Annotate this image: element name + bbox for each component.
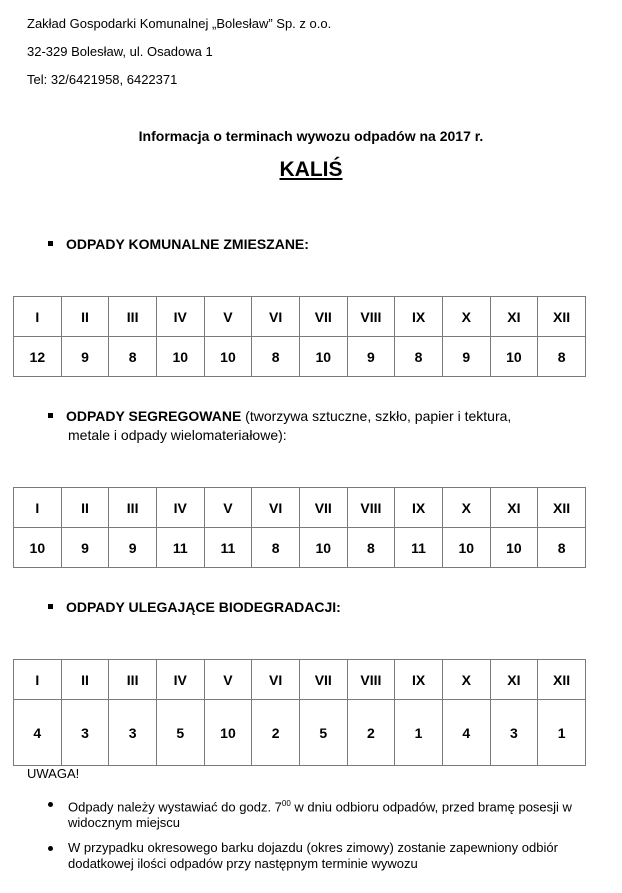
day-cell: 3 — [109, 700, 157, 766]
table-row-days — [14, 337, 586, 377]
day-cell: 9 — [347, 337, 395, 377]
month-cell: III — [109, 297, 157, 337]
day-cell: 8 — [347, 528, 395, 568]
day-cell: 10 — [204, 337, 252, 377]
company-phone: Tel: 32/6421958, 6422371 — [27, 72, 178, 87]
page-title: Informacja o terminach wywozu odpadów na 2017 r. — [138, 128, 484, 144]
month-cell: V — [204, 297, 252, 337]
month-cell: II — [61, 488, 109, 528]
day-cell: 2 — [347, 700, 395, 766]
day-cell: 10 — [299, 337, 347, 377]
month-cell: VII — [299, 297, 347, 337]
day-cell: 10 — [204, 700, 252, 766]
day-cell: 11 — [204, 528, 252, 568]
day-cell: 8 — [538, 337, 586, 377]
month-cell: XII — [538, 488, 586, 528]
company-name: Zakład Gospodarki Komunalnej „Bolesław” Sp. z o.o. — [27, 16, 332, 31]
day-cell: 10 — [156, 337, 204, 377]
round-bullet-icon — [48, 846, 53, 851]
day-cell: 8 — [252, 337, 300, 377]
day-cell: 3 — [490, 700, 538, 766]
section-heading-segregated: ODPADY SEGREGOWANE (tworzywa sztuczne, szkło, papier i tektura, — [48, 407, 511, 426]
table-row-days — [14, 528, 586, 568]
day-cell: 1 — [538, 700, 586, 766]
month-cell: IX — [395, 297, 443, 337]
month-cell: IV — [156, 660, 204, 700]
place-name: KALIŚ — [279, 158, 343, 181]
month-cell: VIII — [347, 660, 395, 700]
month-cell: X — [442, 488, 490, 528]
month-cell: X — [442, 660, 490, 700]
table-row-months — [14, 660, 586, 700]
notice-item-text: Odpady należy wystawiać do godz. $7^{00}$ w dniu odbioru odpadów, przed bramę posesji w widocznym miejscu — [68, 799, 572, 831]
month-cell: VII — [299, 660, 347, 700]
month-cell: I — [14, 297, 62, 337]
month-cell: VIII — [347, 297, 395, 337]
month-cell: IX — [395, 660, 443, 700]
section-desc-segregated: metale i odpady wielomateriałowe): — [68, 427, 287, 443]
square-bullet-icon — [48, 241, 53, 246]
month-cell: IV — [156, 297, 204, 337]
day-cell: 1 — [395, 700, 443, 766]
month-cell: XII — [538, 297, 586, 337]
schedule-table-mixed — [13, 296, 586, 377]
month-cell: X — [442, 297, 490, 337]
day-cell: 11 — [156, 528, 204, 568]
month-cell: VII — [299, 488, 347, 528]
month-cell: XII — [538, 660, 586, 700]
month-cell: I — [14, 660, 62, 700]
month-cell: VIII — [347, 488, 395, 528]
month-cell: XI — [490, 297, 538, 337]
month-cell: V — [204, 660, 252, 700]
month-cell: VI — [252, 297, 300, 337]
day-cell: 9 — [61, 337, 109, 377]
day-cell: 8 — [252, 528, 300, 568]
month-cell: III — [109, 660, 157, 700]
day-cell: 4 — [442, 700, 490, 766]
table-row-months — [14, 297, 586, 337]
day-cell: 5 — [299, 700, 347, 766]
day-cell: 8 — [538, 528, 586, 568]
month-cell: XI — [490, 660, 538, 700]
day-cell: 2 — [252, 700, 300, 766]
notice-item — [48, 796, 608, 831]
round-bullet-icon — [48, 802, 53, 807]
day-cell: 5 — [156, 700, 204, 766]
day-cell: 10 — [490, 528, 538, 568]
month-cell: XI — [490, 488, 538, 528]
month-cell: V — [204, 488, 252, 528]
day-cell: 10 — [490, 337, 538, 377]
day-cell: 10 — [14, 528, 62, 568]
month-cell: IV — [156, 488, 204, 528]
month-cell: I — [14, 488, 62, 528]
day-cell: 9 — [109, 528, 157, 568]
month-cell: VI — [252, 488, 300, 528]
day-cell: 10 — [299, 528, 347, 568]
square-bullet-icon — [48, 413, 53, 418]
schedule-table-segregated — [13, 487, 586, 568]
section-heading-bio: ODPADY ULEGAJĄCE BIODEGRADACJI: — [48, 598, 341, 617]
table-row-days — [14, 700, 586, 766]
day-cell: 11 — [395, 528, 443, 568]
day-cell: 10 — [442, 528, 490, 568]
day-cell: 8 — [109, 337, 157, 377]
month-cell: II — [61, 297, 109, 337]
square-bullet-icon — [48, 604, 53, 609]
table-row-months — [14, 488, 586, 528]
month-cell: IX — [395, 488, 443, 528]
section-heading-mixed: ODPADY KOMUNALNE ZMIESZANE: — [48, 235, 309, 254]
notice-item-text: W przypadku okresowego barku dojazdu (okres zimowy) zostanie zapewniony odbiór dodatkowej ilości odpadów przy następnym terminie wywozu — [68, 840, 558, 871]
month-cell: VI — [252, 660, 300, 700]
month-cell: II — [61, 660, 109, 700]
month-cell: III — [109, 488, 157, 528]
day-cell: 9 — [442, 337, 490, 377]
schedule-table-bio — [13, 659, 586, 766]
company-address: 32-329 Bolesław, ul. Osadowa 1 — [27, 44, 213, 59]
day-cell: 8 — [395, 337, 443, 377]
notice-label: UWAGA! — [27, 766, 80, 781]
day-cell: 3 — [61, 700, 109, 766]
notice-item — [48, 840, 608, 872]
day-cell: 9 — [61, 528, 109, 568]
day-cell: 12 — [14, 337, 62, 377]
day-cell: 4 — [14, 700, 62, 766]
